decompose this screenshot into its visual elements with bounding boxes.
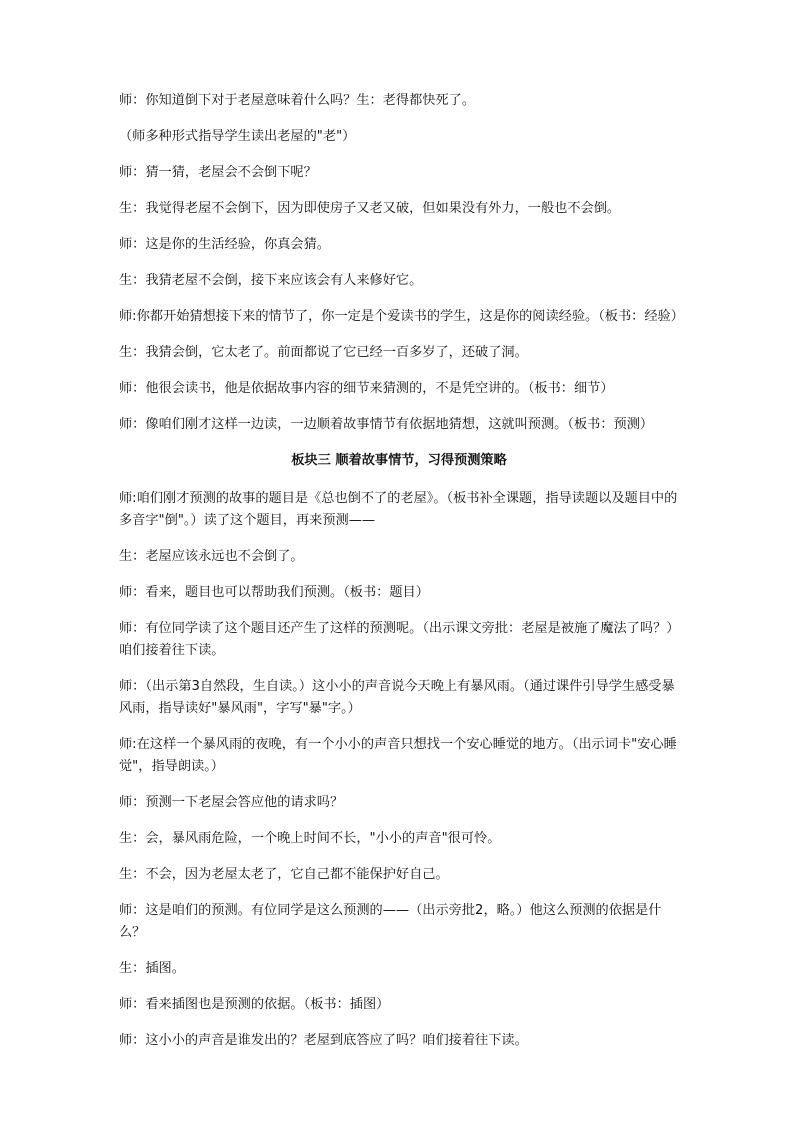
dialogue-paragraph: 师：猜一猜，老屋会不会倒下呢？ [119,165,317,180]
section-heading: 板块三 顺着故事情节，习得预测策略 [291,453,507,468]
dialogue-paragraph: 生：我猜会倒，它太老了。前面都说了它已经一百多岁了，还破了洞。 [119,345,528,360]
dialogue-paragraph: 师：看来，题目也可以帮助我们预测。（板书：题目） [119,585,429,600]
stage-direction: （师多种形式指导学生读出老屋的"老"） [119,129,356,144]
dialogue-paragraph: 师:咱们刚才预测的故事的题目是《总也倒不了的老屋》。（板书补全课题，指导读题以及题目中的多音字"倒"。）读了这个题目，再来预测—— [119,491,678,528]
dialogue-paragraph: 师：有位同学读了这个题目还产生了这样的预测呢。（出示课文旁批：老屋是被施了魔法了吗？）咱们接着往下读。 [119,621,673,658]
dialogue-paragraph: 生：会，暴风雨危险，一个晚上时间不长，"小小的声音"很可怜。 [119,831,501,846]
dialogue-paragraph: 师：他很会读书，他是依据故事内容的细节来猜测的，不是凭空讲的。（板书：细节） [119,381,614,396]
dialogue-paragraph: 生：插图。 [119,961,185,976]
dialogue-paragraph: 师：你知道倒下对于老屋意味着什么吗？生：老得都快死了。 [119,93,476,108]
dialogue-paragraph: 师：看来插图也是预测的依据。（板书：插图） [119,997,390,1012]
dialogue-paragraph: 生：不会，因为老屋太老了，它自己都不能保护好自己。 [119,867,449,882]
dialogue-paragraph: 生：我猜老屋不会倒，接下来应该会有人来修好它。 [119,273,423,288]
dialogue-paragraph: 师：这是你的生活经验，你真会猜。 [119,237,330,252]
dialogue-paragraph: 师：预测一下老屋会答应他的请求吗？ [119,795,344,810]
dialogue-paragraph: 师：（出示第3自然段，生自读。）这小小的声音说今天晚上有暴风雨。（通过课件引导学生感受暴风雨，指导读好"暴风雨"，字写"暴"字。） [119,679,675,716]
dialogue-paragraph: 师：像咱们刚才这样一边读，一边顺着故事情节有依据地猜想，这就叫预测。（板书：预测） [119,417,654,432]
dialogue-paragraph: 师：这是咱们的预测。有位同学是这么预测的——（出示旁批2，略。）他这么预测的依据是什么？ [119,903,662,940]
lesson-transcript [119,90,684,1066]
dialogue-paragraph: 师：这小小的声音是谁发出的？老屋到底答应了吗？咱们接着往下读。 [119,1033,528,1048]
dialogue-paragraph: 生：老屋应该永远也不会倒了。 [119,549,304,564]
dialogue-paragraph: 生：我觉得老屋不会倒下，因为即使房子又老又破，但如果没有外力，一般也不会倒。 [119,201,621,216]
dialogue-paragraph: 师:你都开始猜想接下来的情节了，你一定是个爱读书的学生，这是你的阅读经验。（板书：经验） [119,309,684,324]
dialogue-paragraph: 师:在这样一个暴风雨的夜晚，有一个小小的声音只想找一个安心睡觉的地方。（出示词卡"安心睡觉"，指导朗读。） [119,737,677,774]
